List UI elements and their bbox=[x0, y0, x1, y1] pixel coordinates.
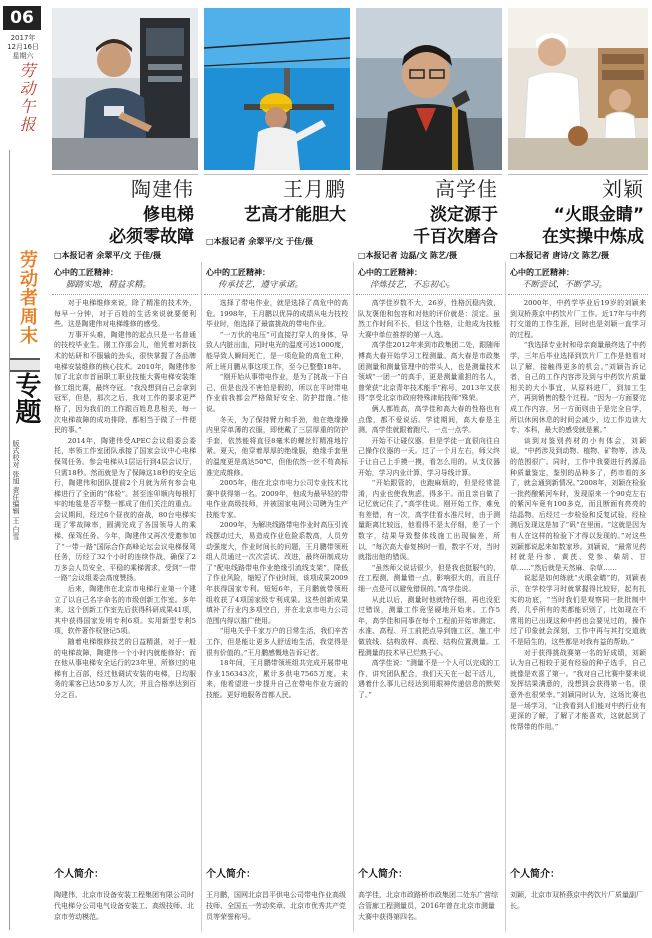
column-separator bbox=[505, 262, 506, 932]
bio-box bbox=[508, 868, 648, 934]
profile-column-3 bbox=[356, 0, 502, 938]
dotted-divider bbox=[508, 294, 648, 296]
dotted-divider bbox=[204, 294, 350, 296]
spirit-motto: 不断尝试，不断学习。 bbox=[522, 280, 608, 290]
profile-name: 陶建伟 bbox=[131, 177, 194, 201]
bio-title: 个人简介： bbox=[358, 869, 408, 880]
headline-line: 在实操中炼成 bbox=[542, 227, 644, 247]
article-paragraph: “一万伏的电压”可直接打穿人的身体，导致人内脏出血，同时电光的温度可达1000度，能导致人瞬间死亡，是一项危险的高危工种，所上班月鹏从事这项工作，至今已整整18年。 bbox=[206, 330, 348, 371]
spirit-label: 心中的工匠精神： bbox=[54, 268, 118, 277]
article-paragraph: 谈到对鉴别药材的小有体会，刘颖说，“中药涉及到动物、植物、矿物等，涉及的范围很广。同时，工作中我要进行药源品种质量鉴定，鉴别的品种多了，药市看的多了，就会通到新情况。”2008年，刘颖在检验一批药酿紫河车时，发现原来一个90克左右的紫河车竟有100多克，而且断面有亮亮的结晶物。后经过一步检验和反复试验，经检测后发现这是加了“矾”在里面。“这就是因为有人在这样的检验下才得以发现的。”对这些刘颖都说起来如数家珍。刘颖说，“最常见药材就是丹参、黄芪、党参、柴胡、甘草……”然后就是天然麻、杂草…… bbox=[510, 436, 646, 572]
headline-line: 淡定源于 bbox=[430, 205, 498, 225]
article-paragraph: 2005年，他在北京市电力公司专业技术比赛中获得第一名。2009年，他成为最早轻的带电作业高级技师，并被国家电网公司聘为生产技能专家。 bbox=[206, 479, 348, 519]
article-paragraph: 开始不让碰仪器，但是学徒一直很向往自己操作仪器的一天。过了一个月左右，师父终于让自己上手摸一摸，看怎么用的。从支仪器开始，学习内业计算，学习导线计算。 bbox=[358, 436, 500, 477]
bio-title: 个人简介： bbox=[510, 869, 560, 880]
dotted-divider bbox=[52, 294, 198, 296]
profile-photo-elevator-worker bbox=[52, 8, 198, 170]
section-subtitle: 专题 bbox=[11, 372, 41, 424]
article-paragraph: 18年间，王月鹏带领班组共完成开展带电作业156343次，累计多供电7565万度。未来，他希望进一步提升自己在带电作业方面的技能。更好地服务首都人民。 bbox=[206, 659, 348, 699]
profile-photo-lineman bbox=[204, 8, 350, 170]
byline: □本报记者 唐诗/文 陈艺/摄 bbox=[510, 251, 609, 260]
profile-photo-surveyor bbox=[356, 8, 502, 170]
spirit-label: 心中的工匠精神： bbox=[510, 268, 574, 277]
article-paragraph: “刚开始从事带电作业，是为了挑战一下自己，但是也没不害怕是假的，所以在平时带电作业前我都会严格做好安全、防护措施。”他说。 bbox=[206, 373, 348, 413]
headline-line: 必须零故障 bbox=[109, 227, 194, 247]
profile-column-1 bbox=[52, 0, 198, 938]
headline-line: 修电梯 bbox=[143, 205, 194, 225]
article-paragraph: “我选择专业时和母亲商量最终选了中药学，三年后毕业选择到饮片厂工作是他看对以了解，接触得更多的机会。”刘颖告诉记者，自己的工作内容涉及到与中药饮片质量相关的大小事宜，从原料进厂，到加工生产，再到销售的整个过程。“因为一方面要完成工作内容，另一方面则由于是完全自学，所以休闲休息的时间会减少，边工作边读大专、本科，最大的感受就是累。” bbox=[510, 341, 646, 435]
spirit-label: 心中的工匠精神： bbox=[358, 268, 422, 277]
bio-title: 个人简介： bbox=[206, 869, 256, 880]
profile-headline bbox=[109, 204, 194, 248]
bio-box bbox=[52, 868, 198, 934]
article-paragraph: 冬天，为了保持臂力和手劲，他在绝缘操内里穿单薄的衣服，即使戴了三层厚重的防护手套，依然能将直径8毫米的螺丝钉精准地拧紧。夏天，他穿着厚厚的绝缘服，绝缘手套里的温度更是高达50℃，但他依然一丝不苟高标准完成维修。 bbox=[206, 415, 348, 477]
article-paragraph: 高学佳岁数不大，26岁，性格沉稳内敛，队友褒他和包容和对他的评价就是：淡定。虽然工作时间不长，但这个性格，让他成为技能大赛中单位推荐的第一人选。 bbox=[358, 299, 500, 339]
bio-text: 刘颖，北京市双桥燕京中药饮片厂质量副厂长。 bbox=[510, 891, 643, 910]
profile-column-4 bbox=[508, 0, 648, 938]
profile-photo-pharmacist bbox=[508, 8, 648, 170]
article-paragraph: 2009年，为解决线路带电作业时高压引流线摆动过大，易造成作业危险系数高，人员劳动强度大，作业时间长的问题，王月鹏带领班组人员通过一次次尝试、改进，最终研制成功了“配电线路带电作业绝缘引流线支架”，降低了作业风险，缩短了作业时间，该项成果2009年获得国家专利。短短6年，王月鹏就带领班组收获了4项国家级专利成果。这些创新成果填补了行业内多项空白，并在北京市电力公司范围内得以推广使用。 bbox=[206, 521, 348, 625]
article-paragraph: “用电关乎千家万户的日常生活，我们辛苦工作，但是能让更多人舒适地生活，我觉得是很有价值的。”王月鹏感慨地告诉记者。 bbox=[206, 627, 348, 657]
byline: □本报记者 余翠平/文 于佳/摄 bbox=[54, 251, 161, 260]
spirit-label: 心中的工匠精神： bbox=[206, 268, 270, 277]
byline: □本报记者 边磊/文 陈艺/摄 bbox=[358, 251, 457, 260]
spirit-motto: 淬炼技艺，不忘初心。 bbox=[370, 280, 456, 290]
left-rail bbox=[0, 0, 46, 938]
profile-name: 刘颖 bbox=[602, 177, 644, 201]
article-paragraph: 高学佳说：“测量不是一个人可以完成的工作，讲究团队配合，我们天天在一起干活儿，遇着什么事儿已经达到用眼神传递信息的默契了。” bbox=[358, 659, 500, 699]
editor-credits: 版式校对 张旭 责任编辑 王 白雪 bbox=[12, 440, 20, 540]
article-body bbox=[206, 298, 348, 858]
article-paragraph: 对于电梯维修来说，除了精准的技术外，每早一分钟，对于百姓的生活来说就要便利些。这是陶建伟对电梯维修的感受。 bbox=[54, 299, 196, 329]
article-paragraph: 说起是如何练就“火眼金睛”的，刘颖表示，在学校学习时就掌握得比较好，起有扎实的功底，“当时我们是观察同一批批制中药，几乎所有的类都能识别了，比如现在不常用的已出现这种中药也会要见过的，操作过了印象就会深刻，工作中再与其打交道就不是陌生的，这些都是对我有益的帮助。” bbox=[510, 574, 646, 646]
rail-divider bbox=[9, 150, 10, 930]
article-body bbox=[54, 298, 196, 858]
profile-headline bbox=[244, 204, 346, 226]
article-body bbox=[358, 298, 500, 858]
bio-text: 陶建伟，北京市设备安装工程集团有限公司时代电梯分公司电气设备安装工、高级技师、北京市劳动模范。 bbox=[54, 891, 194, 921]
date-year: 2017年 bbox=[10, 34, 36, 42]
article-paragraph: 对于获得挑战赛第一名的好成绩，刘颖认为自己相较于更有经验的种子选手，自己就像是欢喜了第一。“我对自己比赛中要来说发挥结果满意的，没想到会获得第一名，很意外也很荣幸。”刘颖同时认为，这场比赛也是一场学习，“让我看到人们能对中药行业有更深的了解，了解了才能喜欢，这就起到了传帮带的作用。” bbox=[510, 648, 646, 731]
page-number: 06 bbox=[3, 6, 41, 30]
section-name: 劳动者周末 bbox=[17, 250, 38, 345]
spirit-motto: 传承技艺，遵守承诺。 bbox=[218, 280, 304, 290]
spirit-motto: 脚踏实地，精益求精。 bbox=[66, 280, 152, 290]
dotted-divider bbox=[356, 294, 502, 296]
profile-name: 王月鹏 bbox=[283, 177, 346, 201]
profile-headline bbox=[413, 204, 498, 248]
article-paragraph: 选择了带电作业，就是选择了高危中的高危。1998年，王月鹏以优异的成绩从电力技校毕业时，他选择了最富挑战的带电作业。 bbox=[206, 299, 348, 329]
bio-title: 个人简介： bbox=[54, 869, 104, 880]
article-paragraph: 从此以后，测量时他就特仔细，再也没犯过错误，测量工作竟坚硬地开始来。工作5年，高学佳和同事在每个工程前开始审测定、水准、高程、开工前把点导到施工区，施工中做放线、结构放样、高程、结构位置测量。工程测量的技术早已烂熟于心。 bbox=[358, 595, 500, 657]
headline-line: 艺高才能胆大 bbox=[244, 205, 346, 225]
article-paragraph: 2014年，陶建伟受APEC会议组委会委托，率领工作室团队承接了国家会议中心电梯保驾任务。参会电梯从1层运行到4层会议厅，只需18秒。然而就是为了保障这18秒的安全运行，陶建伟和团队提前2个月就为所有参会电梯进行了全面的“体检”。甚至连卯顺内每根钉牢的地毯是否平整一都成了他们关注的重点。会议期间，经过6个昼夜的奋战，80台电梯实现了零故障率，圆满完成了各国领导人的乘梯、保驾任务。今年，陶建伟又再次受邀参加了“一带一路”国际合作高峰论坛会议电梯保驾任务，历经了32个小时的连续作战，确保了2万多会人员安全、平稳的乘梯需求，受到“一带一路”会议组委会高度赞扬。 bbox=[54, 436, 196, 583]
article-paragraph: 2000年，中药学毕业后19岁的刘颖来到双桥燕京中药饮片厂工作。近17年与中药打交道的工作生涯，回时也是刘颖一直学习的过程。 bbox=[510, 299, 646, 339]
bio-box bbox=[204, 868, 350, 934]
date-day: 12月16日 bbox=[7, 43, 39, 51]
bio-text: 高学佳，北京市政路桥市政集团二处东广营综合管廊工程测量员，2016年曾在北京市测量大赛中获得第四名。 bbox=[358, 891, 498, 921]
article-paragraph: 后来，陶建伟在北京市电梯行业第一个建立了以自己名字命名的市级创新工作室。多年来，这个创新工作室先后获得科研成果41项，其中获得国家发明专利6项。实用新型专利5项，软件著作权登记5项。 bbox=[54, 585, 196, 636]
article-paragraph: “虽然师父说话很少，但是我也挺服气的，在工程测，测量错一点，影响很大的，而且仔细一点是可以避免错误的。”高学佳说。 bbox=[358, 563, 500, 594]
photo-divider bbox=[508, 174, 648, 175]
column-separator bbox=[353, 262, 354, 932]
headline-line: “火眼金睛” bbox=[553, 205, 644, 225]
photo-divider bbox=[52, 174, 198, 175]
article-paragraph: “开始跟管的，也跑麻烦的，但是经常混淆，内业也使我焦虑，得多干。而且亲自做了记忆就记住了。”高学佳说。刚开始工作，难免有差错，有一次，高学佳看水准尺时，由于测量距离比较远，他看得不是太仔细，差了一个数字，结果导致整体线施工出现偏差，所以，“每次高大春复核时一看，数字不对，当时就指出他的错误。 bbox=[358, 479, 500, 562]
issue-date bbox=[2, 34, 44, 61]
byline: □本报记者 余翠平/文 于佳/摄 bbox=[206, 237, 313, 246]
article-paragraph: 随着电梯维修技艺的日益精湛，对于一般的电梯故障，陶建伟一个小时内就能修好；而在他从事电梯安全运行的23年里，所修过的电梯有上百部，经过他调试安装的电梯，日均服务的乘客已达50多万人次，并且合格率达到百分之百。 bbox=[54, 638, 196, 699]
date-weekday: 星期六 bbox=[12, 52, 34, 60]
article-paragraph: 万事开头难，陶建伟的起点只是一名普通的技校毕业生。刚工作那会儿，他凭着对新技术的钻研和不服输的劲头，很快掌握了各品牌电梯安装维修的核心技术。2010年，陶建伟参加了北京市首届职工职业技能大赛电梯安装维修工组比赛，最终夺冠。“我没想到自己会拿到冠军，但是，那次之后，我对工作的要求更严格了，因为我们的工作跟百姓息息相关，每一次电梯故障的成功排除，都相当于做了一件便民的事。” bbox=[54, 330, 196, 435]
profile-name: 高学佳 bbox=[435, 177, 498, 201]
photo-divider bbox=[356, 174, 502, 175]
bio-text: 王月鹏，国网北京昌平供电公司带电作业高级技师、全国五一劳动奖章、北京市优秀共产党员等荣誉称号。 bbox=[206, 891, 346, 921]
headline-line: 千百次磨合 bbox=[413, 227, 498, 247]
profile-column-2 bbox=[204, 0, 350, 938]
article-body bbox=[510, 298, 646, 858]
photo-divider bbox=[204, 174, 350, 175]
masthead-logo: 劳动午报 bbox=[17, 62, 36, 134]
article-paragraph: 高学佳2012年来到市政集团二处，跟随师傅高大春开始学习工程测量。高大春是市政集团测量和测量管理中的带头人，也是测量技术领域“一团一”的高手，更是测量重担的名人，曾荣获“北京青年技术能手”称号，2013年又获得“享受北京市政府特殊津贴技师”殊荣。 bbox=[358, 341, 500, 403]
profile-headline bbox=[542, 204, 644, 248]
bio-box bbox=[356, 868, 502, 934]
article-paragraph: 俩人都姓高，高学佳和高大春的性格也有点像，都不爱说话。学徒期间，高大春是主测，高学佳就跟着跑尺、一点一点学。 bbox=[358, 404, 500, 435]
section-bar bbox=[10, 358, 40, 372]
column-separator bbox=[201, 262, 202, 932]
